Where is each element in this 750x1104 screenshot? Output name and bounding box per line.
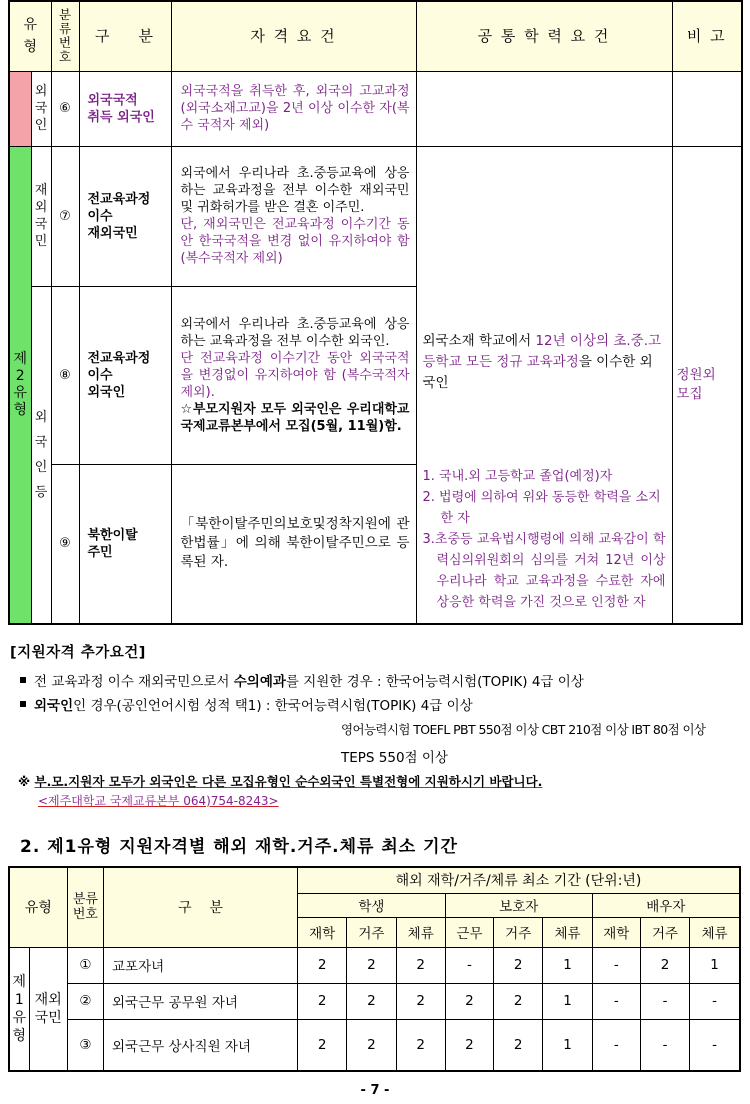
- common-requirement: [416, 146, 672, 624]
- t2-cell: -: [640, 983, 689, 1019]
- t2-sub-header: 거주: [494, 917, 543, 947]
- requirement-text: 외국에서 우리나라 초.중등교육에 상응하는 교육과정을 전부 이수한 외국인.: [180, 316, 410, 349]
- t2-cell: -: [592, 983, 640, 1019]
- t2-cell: -: [592, 1019, 640, 1071]
- group-overseas: 재 외 국 민: [31, 146, 51, 286]
- page-number: - 7 -: [360, 1083, 390, 1098]
- t2-sub-header: 거주: [640, 917, 689, 947]
- row-num: ⑦: [51, 146, 79, 286]
- remarks-empty: [672, 71, 742, 146]
- type2-label: 제 2 유 형: [9, 146, 31, 624]
- t2-cell: 2: [445, 983, 493, 1019]
- t2-cell: 2: [298, 983, 347, 1019]
- group-foreigner: 외 국 인: [31, 71, 51, 146]
- common-empty: [416, 71, 672, 146]
- remarks: 정원외 모집: [672, 146, 742, 624]
- t2-cell: 2: [494, 1019, 543, 1071]
- table-row: [9, 947, 740, 983]
- t2-sub-header: 근무: [445, 917, 493, 947]
- header-classno: 분류번호: [51, 1, 79, 71]
- common-req-1: 외국소재 학교에서 12년 이상의 초.중.고등학교 모든 정규 교육과정을 이수한 외국인: [422, 333, 662, 392]
- pink-strip: [9, 71, 31, 146]
- t2-row-name: 교포자녀: [104, 947, 298, 983]
- common-req-2: 1. 국내.외 고등학교 졸업(예정)자 2. 법령에 의하여 위와 동등한 학력을 소지한 자 3.초중등 교육법시행령에 의해 교육감이 학력심의위원회의 심의를 거쳐 12년 이상 우리나라 학교 교육과정을 수료한 자에 상응한 학력을 가진 것으로 인정한 자: [422, 469, 666, 611]
- t2-row-name: 외국근무 공무원 자녀: [104, 983, 298, 1019]
- row-category: 외국국적 취득 외국인: [79, 71, 171, 146]
- t2-row-num: ①: [67, 947, 103, 983]
- row-requirement: [171, 146, 416, 286]
- t2-row-name: 외국근무 상사직원 자녀: [104, 1019, 298, 1071]
- square-bullet-icon: [20, 701, 26, 707]
- t2-sub-header: 재학: [298, 917, 347, 947]
- square-bullet-icon: [20, 677, 26, 683]
- additional-line-4: TEPS 550점 이상: [341, 750, 448, 766]
- additional-line-2: 외국인인 경우(공인언어시험 성적 택1) : 한국어능력시험(TOPIK) 4급 이상: [20, 694, 473, 714]
- row-requirement: 「북한이탈주민의보호및정착지원에 관한법률」에 의해 북한이탈주민으로 등록된 자.: [171, 464, 416, 624]
- row-num: ⑨: [51, 464, 79, 624]
- t2-group-guardian: 보호자: [445, 893, 592, 917]
- t2-cell: -: [690, 1019, 740, 1071]
- header-common: 공 통 학 력 요 건: [416, 1, 672, 71]
- t2-cell: 1: [543, 947, 592, 983]
- t2-cell: 2: [396, 983, 445, 1019]
- t2-header-period: 해외 재학/거주/체류 최소 기간 (단위:년): [298, 867, 740, 893]
- t2-header-category: 구 분: [104, 867, 298, 947]
- note: ※ 부.모.지원자 모두가 외국인은 다른 모집유형인 순수외국인 특별전형에 지원하시기 바랍니다.: [18, 774, 543, 789]
- contact-info: <제주대학교 국제교류본부 064)754-8243>: [38, 794, 279, 808]
- t2-sub-header: 재학: [592, 917, 640, 947]
- t2-cell: -: [640, 1019, 689, 1071]
- t2-cell: 2: [298, 947, 347, 983]
- t2-cell: 1: [543, 983, 592, 1019]
- t2-cell: 2: [347, 947, 396, 983]
- t2-sub-header: 체류: [690, 917, 740, 947]
- min-period-table: [8, 866, 741, 1072]
- requirement-bold: ☆부모지원자 모두 외국인은 우리대학교 국제교류본부에서 모집(5월, 11월)함.: [180, 401, 410, 434]
- t2-cell: 2: [494, 947, 543, 983]
- row-requirement: [171, 286, 416, 464]
- additional-title: [지원자격 추가요건]: [10, 645, 146, 661]
- t2-cell: 2: [640, 947, 689, 983]
- requirement-note: 단, 재외국민은 전교육과정 이수기간 동안 한국국적을 변경 없이 유지하여야 함(복수국적자 제외): [180, 217, 410, 266]
- header-type: 유 형: [9, 1, 51, 71]
- requirement-text: 외국에서 우리나라 초.중등교육에 상응하는 교육과정을 전부 이수한 재외국민 및 귀화허가를 받은 결혼 이주민.: [180, 166, 410, 215]
- table-row: [9, 983, 740, 1019]
- t2-cell: 1: [543, 1019, 592, 1071]
- row-num: ⑧: [51, 286, 79, 464]
- t2-cell: 2: [396, 1019, 445, 1071]
- section-2-title: 2. 제1유형 지원자격별 해외 재학.거주.체류 최소 기간: [20, 837, 458, 857]
- t2-cell: 2: [396, 947, 445, 983]
- row-category: 전교육과정 이수 재외국민: [79, 146, 171, 286]
- row-num: ⑥: [51, 71, 79, 146]
- header-qualification: 자 격 요 건: [171, 1, 416, 71]
- additional-line-3: 영어능력시험 TOEFL PBT 550점 이상 CBT 210점 이상 IBT 80점 이상: [341, 722, 706, 737]
- t2-cell: -: [690, 983, 740, 1019]
- t2-cell: 2: [494, 983, 543, 1019]
- table-row: [9, 1019, 740, 1071]
- t2-group-spouse: 배우자: [592, 893, 740, 917]
- t2-sub-header: 체류: [396, 917, 445, 947]
- t2-header-type: 유형: [9, 867, 67, 947]
- t2-cell: -: [592, 947, 640, 983]
- additional-line-1: 전 교육과정 이수 재외국민으로서 수의예과를 지원한 경우 : 한국어능력시험(TOPIK) 4급 이상: [20, 670, 584, 690]
- t2-cell: 1: [690, 947, 740, 983]
- t2-cell: 2: [445, 1019, 493, 1071]
- t2-cell: 2: [347, 983, 396, 1019]
- t2-group-label: 재외 국민: [29, 947, 67, 1071]
- row-category: 북한이탈 주민: [79, 464, 171, 624]
- t2-type-label: 제 1 유 형: [9, 947, 29, 1071]
- qualification-table: [8, 0, 743, 625]
- header-remarks: 비 고: [672, 1, 742, 71]
- t2-sub-header: 거주: [347, 917, 396, 947]
- t2-cell: 2: [298, 1019, 347, 1071]
- t2-group-student: 학생: [298, 893, 446, 917]
- t2-cell: 2: [347, 1019, 396, 1071]
- t2-sub-header: 체류: [543, 917, 592, 947]
- group-foreigner-etc: 외 국 인 등: [31, 286, 51, 624]
- requirement-note: 단 전교육과정 이수기간 동안 외국국적을 변경없이 유지하여야 함 (복수국적자 제외).: [180, 350, 410, 400]
- t2-cell: -: [445, 947, 493, 983]
- t2-header-classno: 분류번호: [67, 867, 103, 947]
- t2-row-num: ③: [67, 1019, 103, 1071]
- row-requirement: 외국국적을 취득한 후, 외국의 고교과정(외국소재고교)을 2년 이상 이수한 자(복수 국적자 제외): [171, 71, 416, 146]
- header-category: 구 분: [79, 1, 171, 71]
- t2-row-num: ②: [67, 983, 103, 1019]
- row-category: 전교육과정 이수 외국인: [79, 286, 171, 464]
